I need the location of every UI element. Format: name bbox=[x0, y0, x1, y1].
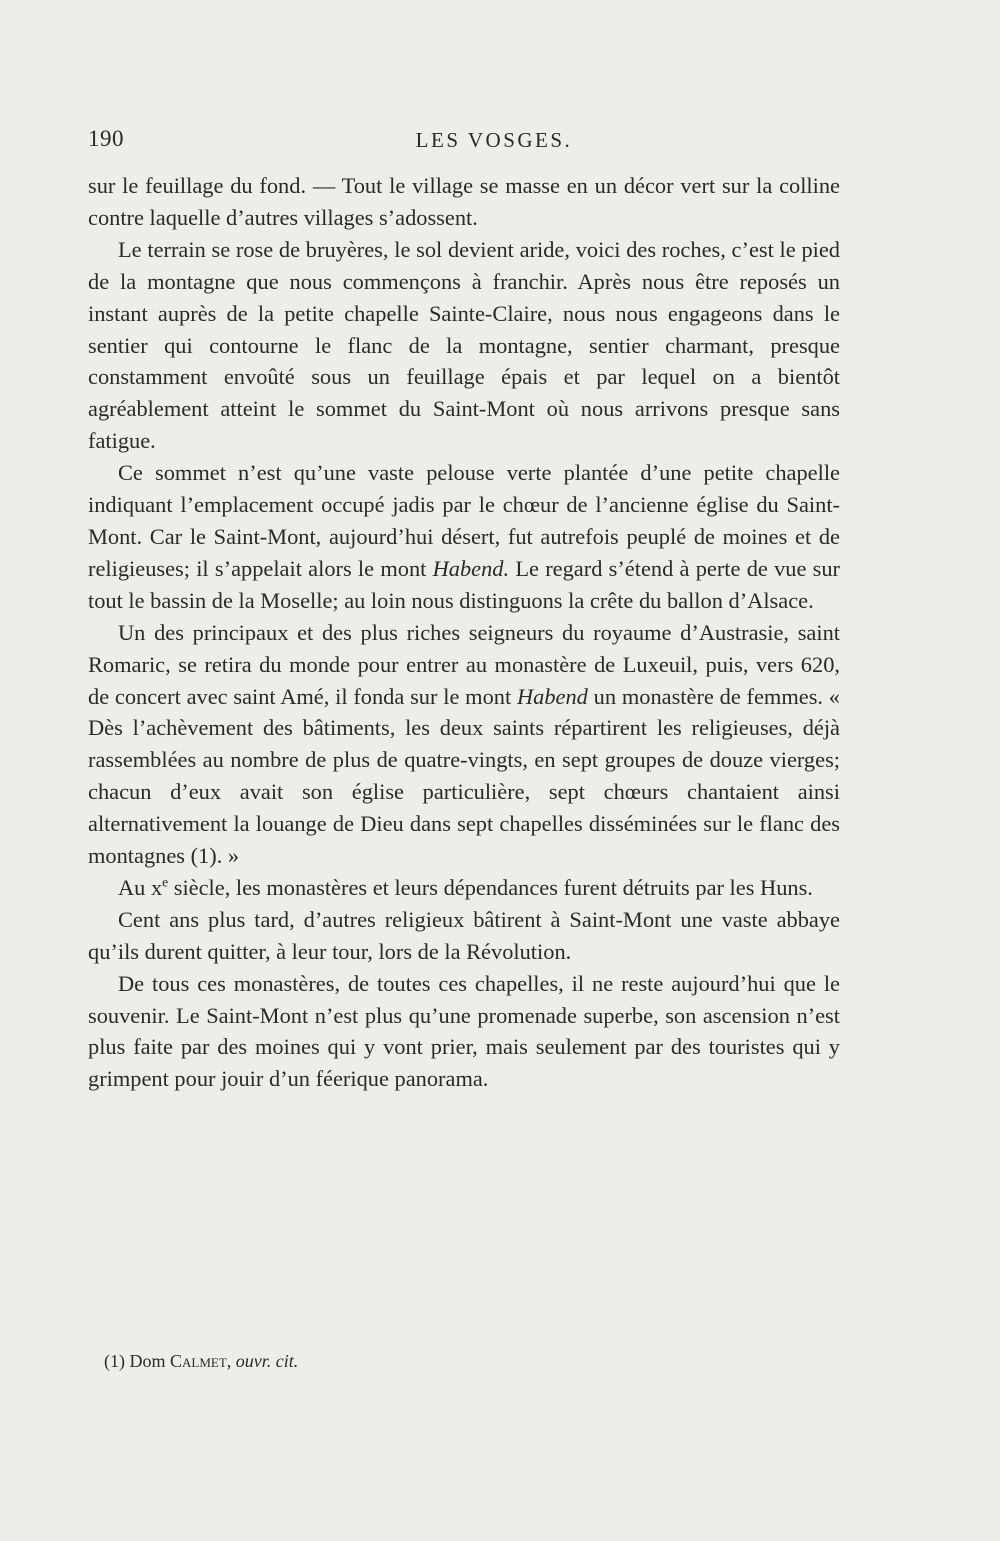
century-superscript: e bbox=[162, 874, 169, 890]
running-title: LES VOSGES. bbox=[415, 128, 573, 152]
footnote-author-prefix: Dom bbox=[129, 1351, 166, 1371]
habend-italic-2: Habend bbox=[516, 683, 588, 709]
paragraph-5 bbox=[88, 872, 840, 904]
body-text bbox=[88, 170, 840, 1095]
paragraph-6: Cent ans plus tard, d’autres religieux bâtirent à Saint-Mont une vaste abbaye qu’ils durent quitter, à leur tour, lors de la Révolution. bbox=[88, 906, 840, 964]
paragraph-4 bbox=[88, 617, 840, 872]
footnote-reference: ouvr. cit. bbox=[235, 1351, 299, 1371]
footnote bbox=[104, 1349, 298, 1373]
habend-italic: Habend. bbox=[432, 555, 510, 581]
footnote-author: Calmet, bbox=[170, 1351, 232, 1371]
paragraph-7: De tous ces monastères, de toutes ces chapelles, il ne reste aujourd’hui que le souvenir. Le Saint-Mont n’est plus qu’une promenade superbe, son ascension n’est plus faite par des moines qui y vont prier, mais seulement par des touristes qui y grimpent pour jouir d’un féerique panorama. bbox=[88, 970, 840, 1092]
page-number: 190 bbox=[88, 126, 124, 151]
footnote-marker: (1) bbox=[104, 1351, 125, 1371]
paragraph-3-text-a: Ce sommet n’est qu’une vaste pelouse verte plantée d’une petite chapelle indiquant l’emplacement occupé jadis par le chœur de l’ancienne église du Saint-Mont. Car le Saint-Mont, aujourd’hui désert, fut autrefois peuplé de moines et de religieuses; il s’appelait alors le mont bbox=[88, 460, 840, 581]
paragraph-3 bbox=[88, 457, 840, 617]
paragraph-1: sur le feuillage du fond. — Tout le village se masse en un décor vert sur la colline contre laquelle d’autres villages s’adossent. bbox=[88, 173, 840, 230]
paragraph-4-text-b: un monastère de femmes. « Dès l’achèvement des bâtiments, les deux saints répartirent les religieuses, déjà rassemblées au nombre de plus de quatre-vingts, en sept groupes de douze vierges; chacun d’eux avait son église particulière, sept chœurs chantaient ainsi alternativement la louange de Dieu dans sept chapelles disséminées sur le flanc des montagnes (1). » bbox=[88, 683, 840, 869]
paragraph-4-text-a: Un des principaux et des plus riches seigneurs du royaume d’Austrasie, saint Romaric, se retira du monde pour entrer au monastère de Luxeuil, puis, vers 620, de concert avec saint Amé, il fonda sur le mont bbox=[88, 619, 840, 709]
page-header bbox=[88, 126, 840, 158]
paragraph-2: Le terrain se rose de bruyères, le sol devient aride, voici des roches, c’est le pied de la montagne que nous commençons à franchir. Après nous être reposés un instant auprès de la petite chapelle Sainte-Claire, nous nous engageons dans le sentier qui contourne le flanc de la montagne, sentier charmant, presque constamment envoûté sous un feuillage épais et par lequel on a bientôt agréablement atteint le sommet du Saint-Mont où nous arrivons presque sans fatigue. bbox=[88, 236, 840, 454]
paragraph-5-text-a: Au x bbox=[118, 874, 163, 900]
paragraph-5-text-b: siècle, les monastères et leurs dépendances furent détruits par les Huns. bbox=[168, 874, 813, 900]
paragraph-3-text-b: Le regard s’étend à perte de vue sur tout le bassin de la Moselle; au loin nous distinguons la crête du ballon d’Alsace. bbox=[88, 555, 840, 613]
